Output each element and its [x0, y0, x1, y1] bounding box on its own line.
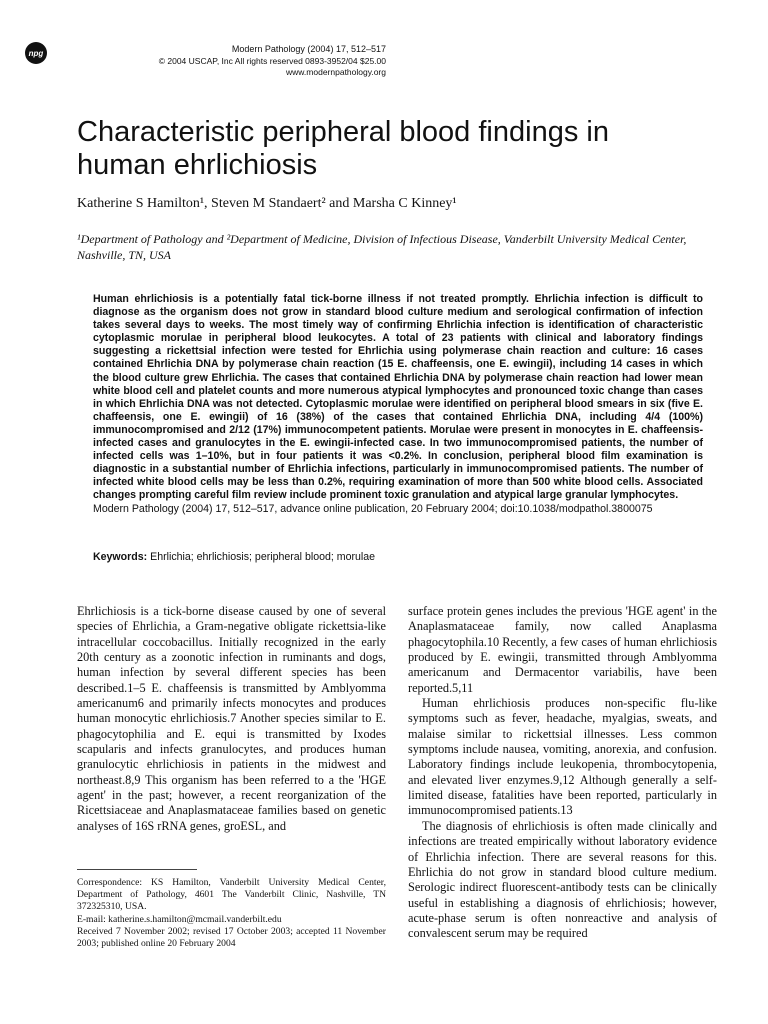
keywords: [93, 551, 703, 563]
affiliations: ¹Department of Pathology and ²Department of Medicine, Division of Infectious Disease, Vanderbilt University Medical Center, Nashville, TN, USA: [77, 232, 687, 262]
abstract: [93, 293, 703, 516]
journal-line: Modern Pathology (2004) 17, 512–517: [231, 44, 386, 54]
logo-text: npg: [28, 48, 44, 58]
copyright-line: © 2004 USCAP, Inc All rights reserved 0893-3952/04 $25.00: [158, 55, 386, 66]
body-paragraph: Ehrlichiosis is a tick-borne disease caused by one of several species of Ehrlichia, a Gram-negative obligate rickettsia-like intracellular coccobacillus. Initially recognized in the early 20th century as a zoonotic infection in ruminants and dogs, human infection by several different species has been described.1–5 E. chaffeensis is transmitted by Amblyomma americanum6 and primarily infects monocytes and produces human monocytic ehrlichiosis.7 Another species similar to E. phagocytophilia and E. equi is transmitted by Ixodes scapularis and infects granulocytes, and produces human granulocytic ehrlichiosis in patients in the midwest and northeast.8,9 This organism has been referred to a the 'HGE agent' in the past; however, a recent reorganization of the Ricettsiaceae and Anaplasmataceae families based on genetic analyses of 16S rRNA genes, groESL, and: [77, 604, 386, 833]
journal-url[interactable]: www.modernpathology.org: [285, 67, 386, 77]
body-column-right: [408, 604, 717, 942]
keywords-text: Ehrlichia; ehrlichiosis; peripheral blood; morulae: [150, 551, 376, 563]
correspondence-email[interactable]: E-mail: katherine.s.hamilton@mcmail.vanderbilt.edu: [77, 913, 282, 925]
masthead: [159, 44, 386, 79]
author-list: Katherine S Hamilton¹, Steven M Standaert² and Marsha C Kinney¹: [77, 196, 457, 211]
keywords-label: Keywords:: [93, 551, 148, 563]
body-paragraph: The diagnosis of ehrlichiosis is often made clinically and infections are treated empirically without laboratory evidence of Ehrlichia infection. There are several reasons for this. Ehrlichia do not grow in standard blood culture medium. Serologic indirect fluorescent-antibody tests can be clinically useful in establishing a diagnosis of ehrlichiosis; however, acute-phase serum is often nonreactive and analysis of convalescent serum may be required: [408, 818, 717, 941]
npg-logo: [25, 42, 47, 64]
correspondence-address: Correspondence: KS Hamilton, Vanderbilt University Medical Center, Department of Pathology, 4601 The Vanderbilt Clinic, Nashville, TN 372325310, USA.: [77, 877, 386, 913]
abstract-text: Human ehrlichiosis is a potentially fatal tick-borne illness if not treated promptly. Ehrlichia infection is difficult to diagnose as the organism does not grow in standard blood culture medium and serological confirmation of infection takes several days to weeks. The most timely way of confirming Ehrlichia infection is identification of characteristic cytoplasmic morulae in peripheral blood leukocytes. A total of 23 patients with clinical and laboratory findings suggesting a rickettsial infection were tested for Ehrlichia using polymerase chain reaction and culture: 16 cases contained Ehrlichia DNA by polymerase chain reaction (15 E. chaffeensis, one E. ewingii), including 14 cases in which the blood culture grew Ehrlichia. The cases that contained Ehrlichia DNA by polymerase chain reaction had lower mean white blood cell and platelet counts and more numerous atypical lymphocytes and pronounced toxic change than cases in which Ehrlichia DNA was not detected. Cytoplasmic morulae were identified on peripheral blood smears in six (five E. chaffeensis, one E. ewingii) of 16 (38%) of the cases that contained Ehrlichia DNA, including 4/4 (100%) immunocompromised and 2/12 (17%) immunocompetent patients. Morulae were present in monocytes in E. chaffeensis-infected cases and granulocytes in the E. ewingii-infected case. In two immunocompromised patients, the number of infected cells was 1–10%, but in four patients it was <0.2%. In conclusion, peripheral blood film examination is diagnostic in a substantial number of Ehrlichia infections, particularly in immunocompromised patients. The number of infected white blood cells may be less than 0.2%, requiring examination of more than 500 white blood cells. Associated changes prompting careful film review include prominent toxic granulation and atypical large granular lymphocytes.: [93, 293, 703, 502]
body-paragraph: Human ehrlichiosis produces non-specific flu-like symptoms such as fever, headache, myalgias, sweats, and malaise similar to rickettsial illnesses. Less common symptoms include nausea, vomiting, anorexia, and confusion. Laboratory findings include leukopenia, thrombocytopenia, and elevated liver enzymes.9,12 Although generally a self-limited disease, fatalities have been reported, particularly in immunocompromised patients.13: [408, 696, 717, 818]
article-title: Characteristic peripheral blood findings in human ehrlichiosis: [77, 116, 609, 181]
body-paragraph: surface protein genes includes the previous 'HGE agent' in the Anaplasmataceae family, now called Anaplasma phagocytophila.10 Recently, a few cases of human ehrlichiosis produced by E. ewingii, transmitted through Amblyomma americanum and Dermacentor variabilis, have been reported.5,11: [408, 604, 717, 695]
correspondence-footnote: [77, 877, 386, 950]
abstract-citation: Modern Pathology (2004) 17, 512–517, advance online publication, 20 February 2004; doi:10.1038/modpathol.3800075: [93, 502, 653, 515]
footnote-divider: [77, 869, 197, 870]
received-dates: Received 7 November 2002; revised 17 October 2003; accepted 11 November 2003; published online 20 February 2004: [77, 925, 386, 950]
body-column-left: [77, 604, 386, 834]
